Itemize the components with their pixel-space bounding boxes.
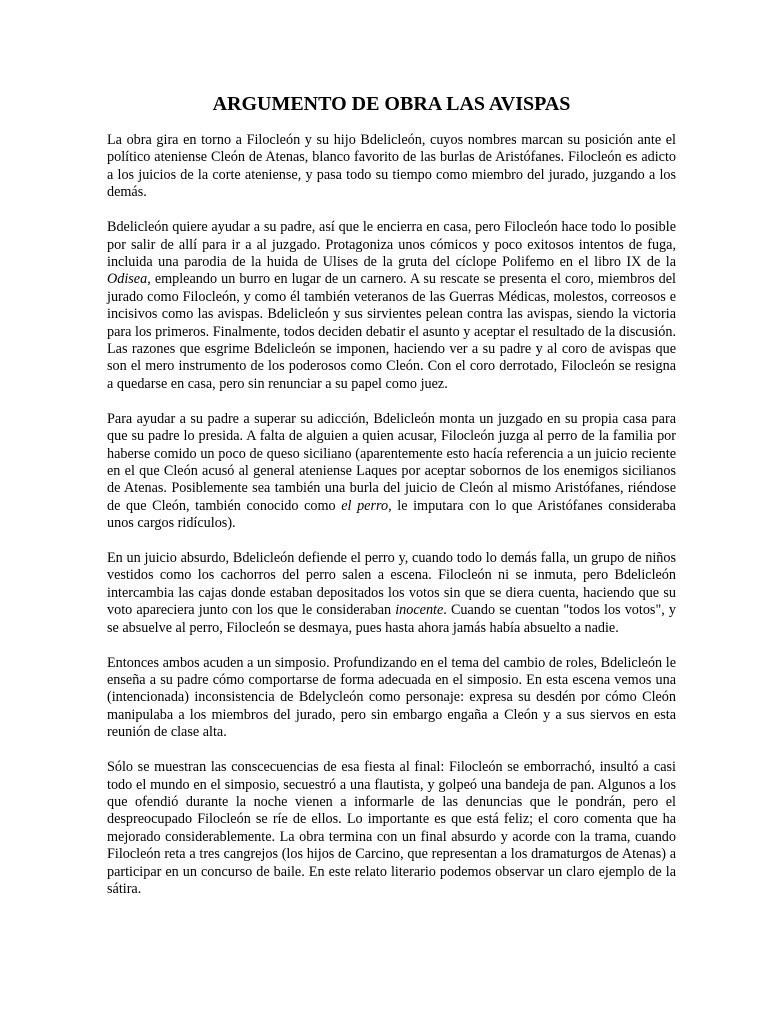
italic-phrase-el-perro: el perro xyxy=(341,497,389,514)
text-segment: En un juicio absurdo, Bdelicleón defiende el perro y, cuando todo lo demás falla, un grupo de niños vestidos como los cachorros del perro salen a escena. Filocleón ni se inmuta, pero Bdelicleón intercambia las cajas donde estaban depositados los votos sin que se diera cuenta, haciendo que su voto apareciera junto con los que le consideraban xyxy=(107,550,676,619)
document-page xyxy=(107,92,676,916)
document-title: ARGUMENTO DE OBRA LAS AVISPAS xyxy=(212,93,571,115)
paragraph xyxy=(107,411,676,533)
text-segment: Sólo se muestran las conscecuencias de esa fiesta al final: Filocleón se emborrachó, insultó a casi todo el mundo en el simposio, secuestró a una flautista, y golpeó una bandeja de pan. Algunos a los que ofendió durante la noche vienen a informarle de las denuncias que le pondrán, pero el despreocupado Filocleón se ríe de ellos. Lo importante es que está feliz; el coro comenta que ha mejorado considerablemente. La obra termina con un final absurdo y acorde con la trama, cuando Filocleón reta a tres cangrejos (los hijos de Carcino, que representan a los dramaturgos de Atenas) a participar en un concurso de baile. En este relato literario podemos observar un claro ejemplo de la sátira. xyxy=(107,759,676,897)
text-segment: , le imputara con lo que Aristófanes consideraba unos cargos ridículos). xyxy=(107,497,676,532)
paragraph xyxy=(107,655,676,742)
paragraph xyxy=(107,219,676,393)
text-segment: Para ayudar a su padre a superar su adicción, Bdelicleón monta un juzgado en su propia casa para que su padre lo presida. A falta de alguien a quien acusar, Filocleón juzga al perro de la familia por haberse comido un poco de queso siciliano (aparentemente esto hacía referencia a un juicio reciente en el que Cleón acusó al general ateniense Laques por aceptar sobornos de los enemigos sicilianos de Atenas. Posiblemente sea también una burla del juicio de Cleón al mismo Aristófanes, riéndose de que Cleón, también conocido como xyxy=(107,410,676,514)
italic-title-odisea: Odisea xyxy=(107,271,148,288)
paragraph xyxy=(107,759,676,898)
text-segment: , empleando un burro en lugar de un carnero. A su rescate se presenta el coro, miembros del jurado como Filocleón, y como él también veteranos de las Guerras Médicas, molestos, correosos e incisivos como las avispas. Bdelicleón y sus sirvientes pelean contra las avispas, siendo la victoria para los primeros. Finalmente, todos deciden debatir el asunto y aceptar el resultado de la discusión. Las razones que esgrime Bdelicleón se imponen, haciendo ver a su padre y al coro de avispas que son el mero instrumento de los poderosos como Cleón. Con el coro derrotado, Filocleón se resigna a quedarse en casa, pero sin renunciar a su papel como juez. xyxy=(107,271,676,392)
paragraph xyxy=(107,550,676,637)
text-segment: . Cuando se cuentan "todos los votos", y se absuelve al perro, Filocleón se desmaya, pues hasta ahora jamás había absuelto a nadie. xyxy=(107,602,676,636)
text-segment: Bdelicleón quiere ayudar a su padre, así que le encierra en casa, pero Filocleón hace todo lo posible por salir de allí para ir a al juzgado. Protagoniza unos cómicos y poco exitosos intentos de fuga, incluida una parodia de la huida de Ulises de la gruta del cíclope Polifemo en el libro IX de la xyxy=(107,219,676,270)
paragraph xyxy=(107,132,676,202)
text-segment: La obra gira en torno a Filocleón y su hijo Bdelicleón, cuyos nombres marcan su posición ante el político ateniense Cleón de Atenas, blanco favorito de las burlas de Aristófanes. Filocleón es adicto a los juicios de la corte ateniense, y pasa todo su tiempo como miembro del jurado, juzgando a los demás. xyxy=(107,132,676,201)
text-segment: Entonces ambos acuden a un simposio. Profundizando en el tema del cambio de roles, Bdelicleón le enseña a su padre cómo comportarse de forma adecuada en el simposio. En esta escena vemos una (intencionada) inconsistencia de Bdelycleón como personaje: expresa su desdén por cómo Cleón manipulaba a los miembros del jurado, pero sin embargo engaña a Cleón y a sus siervos en esta reunión de clase alta. xyxy=(107,654,676,741)
italic-word-inocente: inocente xyxy=(395,602,444,619)
